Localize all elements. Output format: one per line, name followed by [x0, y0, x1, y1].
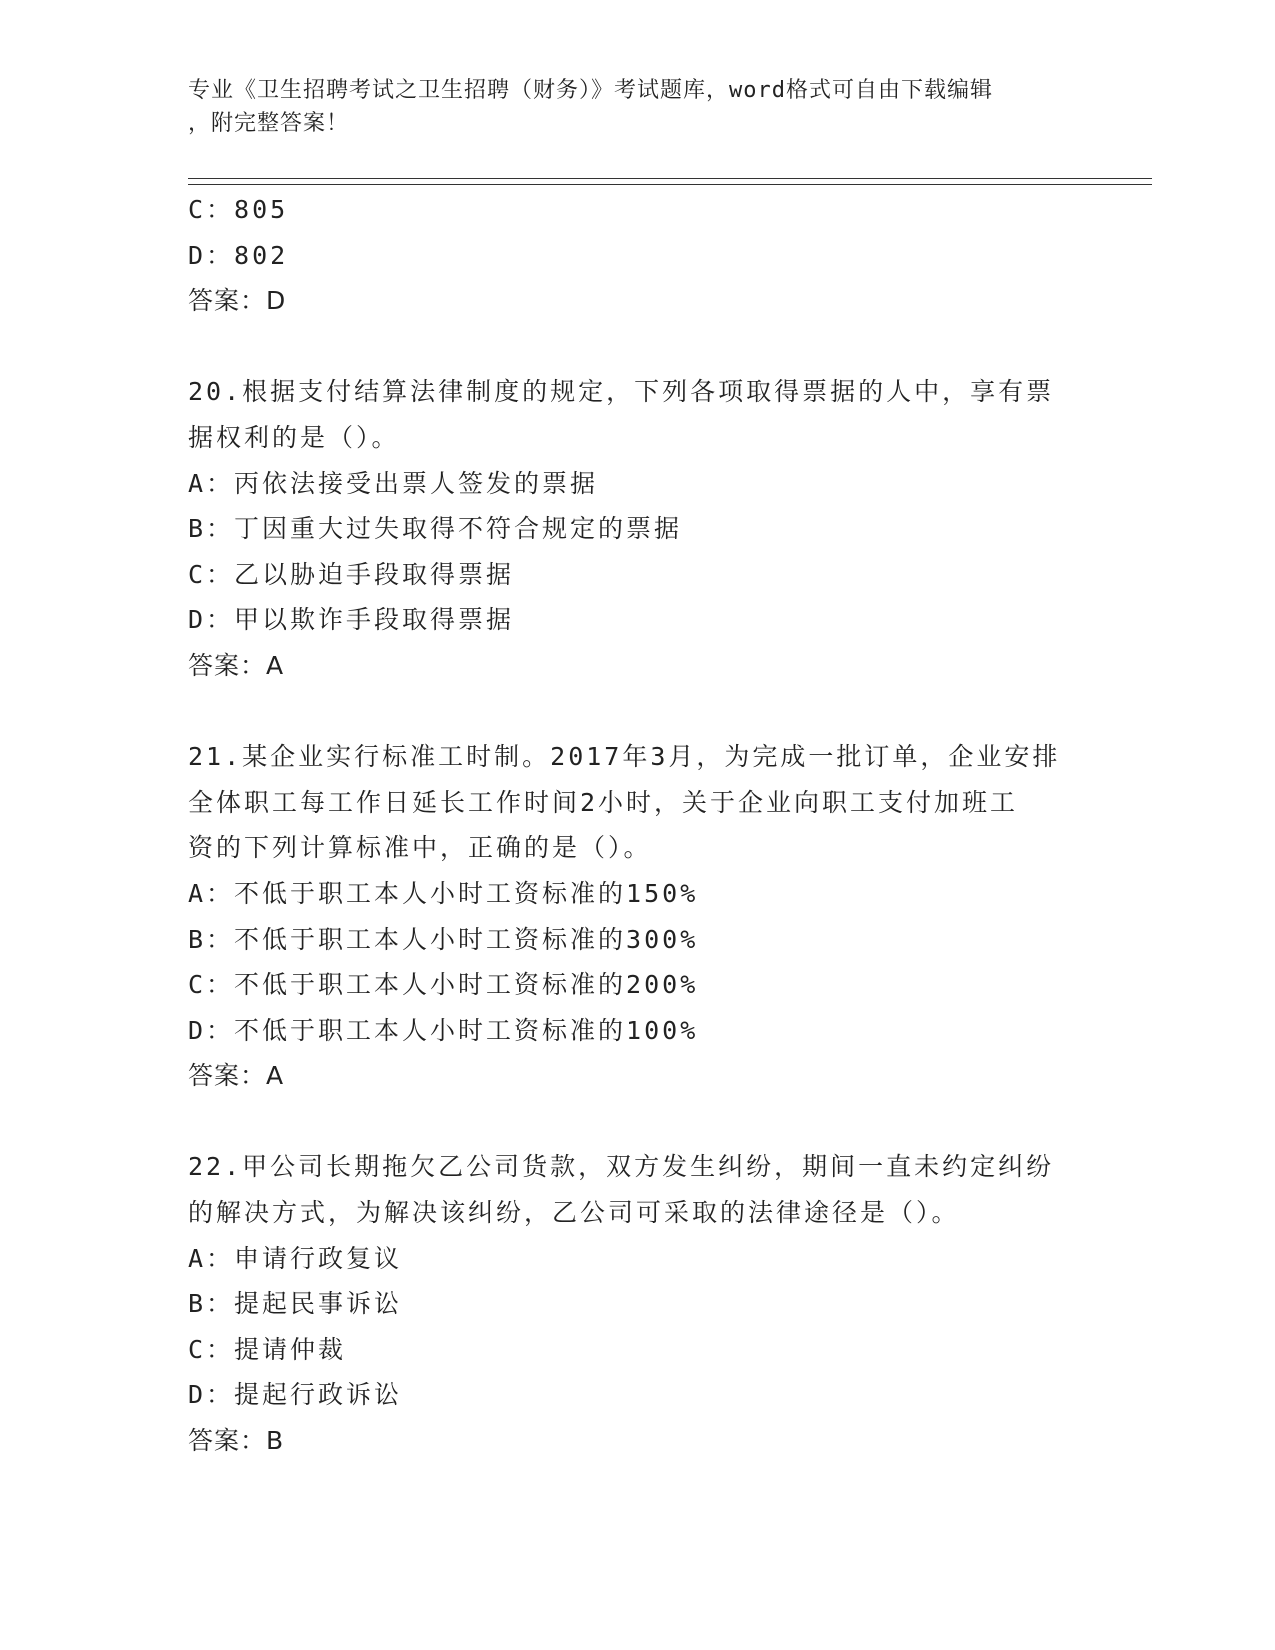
option-b: B：提起民事诉讼	[188, 1289, 403, 1319]
option-a: A：申请行政复议	[188, 1243, 403, 1273]
option-a: A：不低于职工本人小时工资标准的150%	[188, 878, 699, 908]
question-text-line: 资的下列计算标准中，正确的是（）。	[188, 833, 652, 863]
question-text-line: 据权利的是（）。	[188, 422, 400, 452]
question-text-line: 22.甲公司长期拖欠乙公司货款，双方发生纠纷，期间一直未约定纠纷	[188, 1152, 1055, 1182]
answer-line: 答案：D	[188, 286, 287, 316]
option-c: C：乙以胁迫手段取得票据	[188, 559, 515, 589]
option-d: D：甲以欺诈手段取得票据	[188, 605, 515, 635]
carryover-block	[188, 187, 1088, 324]
spacer	[188, 324, 1088, 370]
option-a: A：丙依法接受出票人签发的票据	[188, 468, 599, 498]
option-b: B：丁因重大过失取得不符合规定的票据	[188, 514, 683, 544]
header-line-2: ，附完整答案！	[188, 111, 350, 136]
header-divider	[188, 178, 1152, 185]
answer-line: 答案：B	[188, 1426, 285, 1456]
question-list	[188, 187, 1088, 1464]
answer-line: 答案：A	[188, 1061, 285, 1091]
option-c: C：不低于职工本人小时工资标准的200%	[188, 970, 699, 1000]
spacer	[188, 689, 1088, 735]
spacer	[188, 1099, 1088, 1145]
question-text-line: 20.根据支付结算法律制度的规定，下列各项取得票据的人中，享有票	[188, 377, 1055, 407]
question-text-line: 的解决方式，为解决该纠纷，乙公司可采取的法律途径是（）。	[188, 1198, 960, 1228]
question-21	[188, 734, 1088, 1099]
question-text-line: 21.某企业实行标准工时制。2017年3月，为完成一批订单，企业安排	[188, 742, 1061, 772]
option-c: C：805	[188, 195, 289, 224]
option-d: D：不低于职工本人小时工资标准的100%	[188, 1015, 699, 1045]
option-c: C：提请仲裁	[188, 1334, 347, 1364]
option-d: D：802	[188, 240, 289, 270]
option-b: B：不低于职工本人小时工资标准的300%	[188, 924, 699, 954]
question-22	[188, 1144, 1088, 1463]
answer-line: 答案：A	[188, 650, 285, 680]
question-20	[188, 369, 1088, 688]
header-line-1: 专业《卫生招聘考试之卫生招聘（财务）》考试题库，word格式可自由下载编辑	[188, 78, 993, 103]
option-d: D：提起行政诉讼	[188, 1380, 403, 1410]
page-header	[188, 74, 1088, 140]
question-text-line: 全体职工每工作日延长工作时间2小时，关于企业向职工支付加班工	[188, 787, 1019, 817]
